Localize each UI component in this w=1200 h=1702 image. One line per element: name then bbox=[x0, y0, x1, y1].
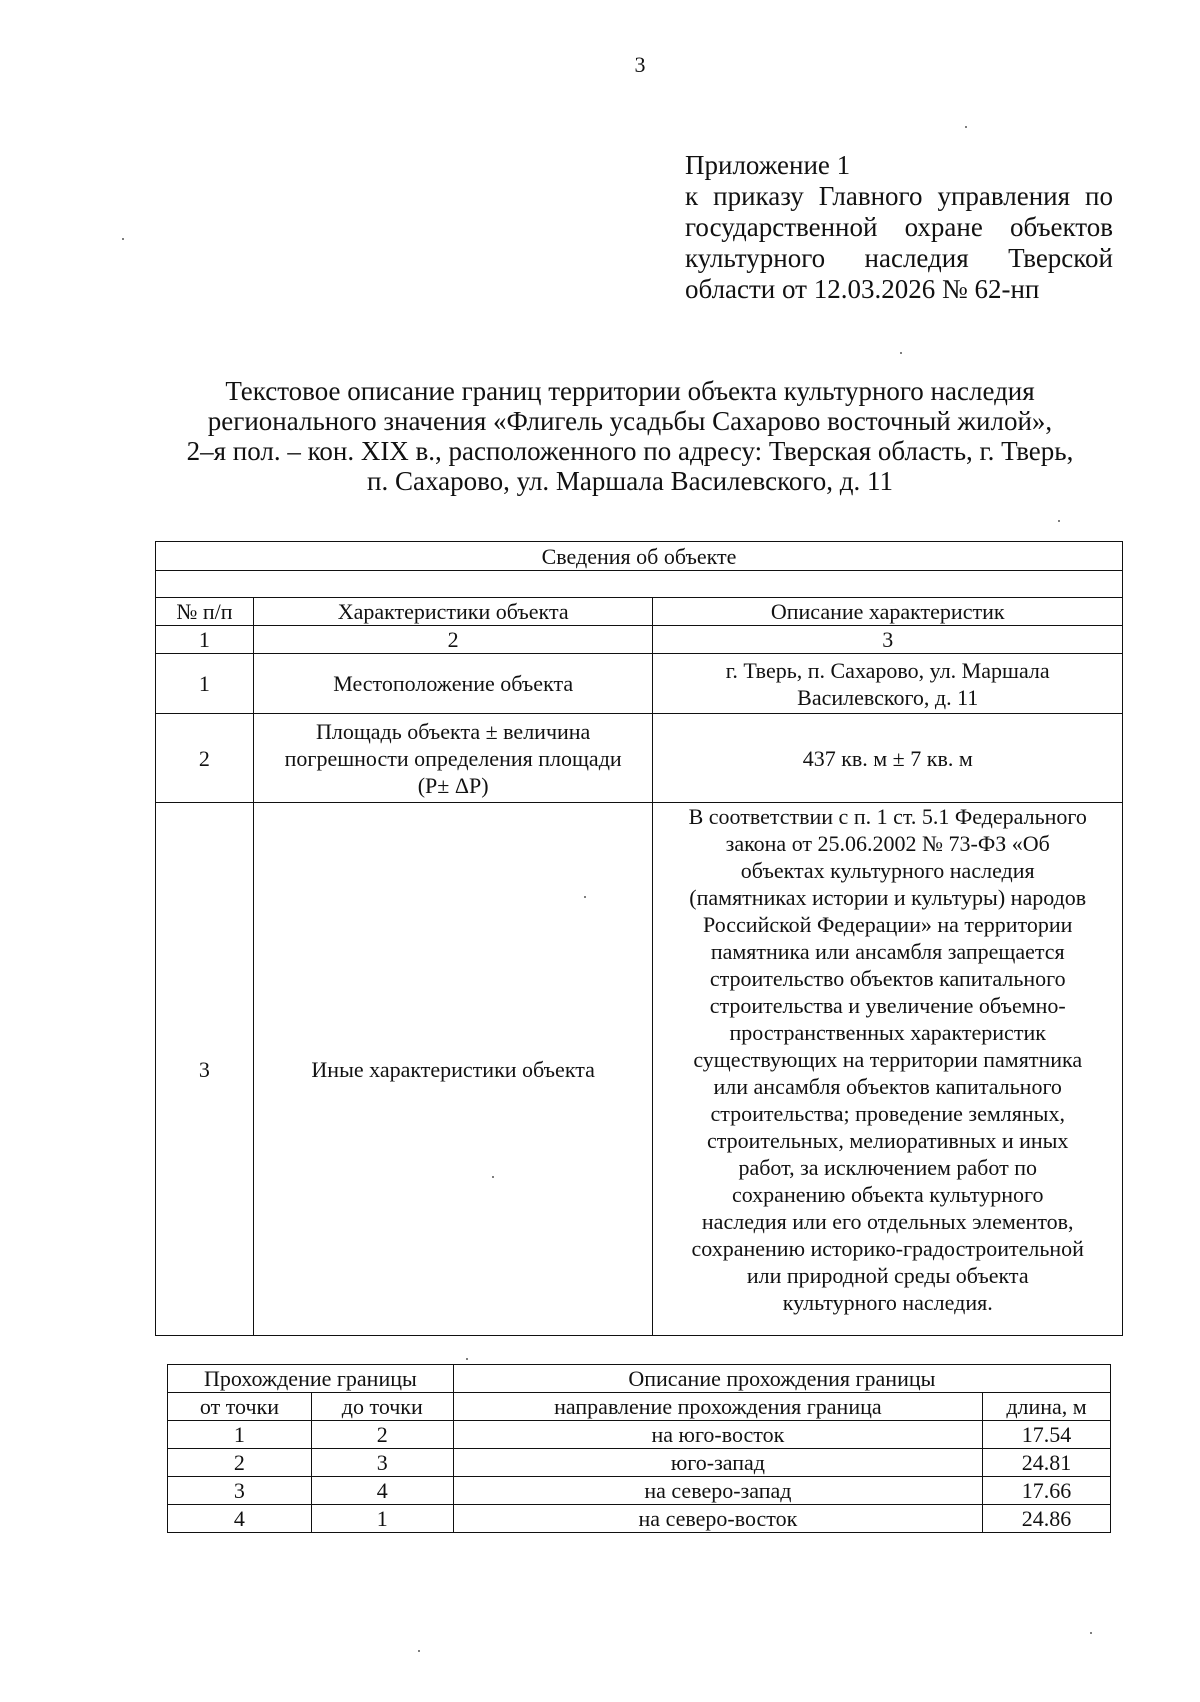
to-point: 4 bbox=[311, 1477, 453, 1505]
table-row bbox=[168, 1505, 1111, 1533]
characteristic-cell bbox=[253, 714, 653, 803]
from-point: 1 bbox=[168, 1421, 312, 1449]
cell-line: объектах культурного наследия bbox=[740, 858, 1035, 883]
header-description: Описание характеристик bbox=[653, 598, 1123, 626]
appendix-line: государственной охране объектов bbox=[685, 212, 1113, 242]
scan-speck bbox=[466, 1358, 468, 1360]
row-num: 3 bbox=[156, 803, 254, 1336]
description-cell bbox=[653, 654, 1123, 714]
to-point: 2 bbox=[311, 1421, 453, 1449]
page-number: 3 bbox=[634, 52, 646, 77]
cell-line: строительства; проведение земляных, bbox=[710, 1101, 1065, 1126]
blank-row bbox=[156, 571, 1123, 598]
direction: на юго-восток bbox=[453, 1421, 982, 1449]
header-characteristic: Характеристики объекта bbox=[253, 598, 653, 626]
scan-speck bbox=[1058, 520, 1060, 522]
row-num: 2 bbox=[156, 714, 254, 803]
title-line: Текстовое описание границ территории объекта культурного наследия bbox=[225, 376, 1035, 406]
length: 17.54 bbox=[983, 1421, 1111, 1449]
characteristic-cell bbox=[253, 654, 653, 714]
cell-line: существующих на территории памятника bbox=[693, 1047, 1083, 1072]
header-num: № п/п bbox=[156, 598, 254, 626]
from-point: 4 bbox=[168, 1505, 312, 1533]
group-header-description: Описание прохождения границы bbox=[453, 1365, 1110, 1393]
scan-speck bbox=[1090, 1632, 1092, 1634]
characteristic-cell bbox=[253, 803, 653, 1336]
cell-line: погрешности определения площади bbox=[284, 745, 622, 771]
cell-line: Российской Федерации» на территории bbox=[703, 912, 1073, 937]
group-header-boundary: Прохождение границы bbox=[168, 1365, 454, 1393]
scan-speck bbox=[965, 126, 967, 128]
table-row bbox=[156, 654, 1123, 714]
table-row bbox=[156, 714, 1123, 803]
description-cell bbox=[653, 714, 1123, 803]
from-point: 3 bbox=[168, 1477, 312, 1505]
cell-line: строительства и увеличение объемно- bbox=[709, 993, 1066, 1018]
title-line: п. Сахарово, ул. Маршала Василевского, д. 11 bbox=[367, 466, 893, 496]
appendix-line: Приложение 1 bbox=[685, 150, 851, 180]
cell-line: или ансамбля объектов капитального bbox=[713, 1074, 1062, 1099]
row-num: 1 bbox=[156, 654, 254, 714]
cell-line: строительных, мелиоративных и иных bbox=[707, 1128, 1069, 1153]
length: 24.86 bbox=[983, 1505, 1111, 1533]
cell-line: В соответствии с п. 1 ст. 5.1 Федерального bbox=[688, 804, 1087, 829]
column-number: 3 bbox=[653, 626, 1123, 654]
table-row bbox=[168, 1477, 1111, 1505]
cell-line: Местоположение объекта bbox=[333, 671, 574, 696]
direction: юго-запад bbox=[453, 1449, 982, 1477]
document-title bbox=[150, 376, 1110, 496]
cell-line: Иные характеристики объекта bbox=[311, 1056, 595, 1082]
cell-line: памятника или ансамбля запрещается bbox=[710, 939, 1065, 964]
column-number: 2 bbox=[253, 626, 653, 654]
to-point: 3 bbox=[311, 1449, 453, 1477]
boundary-table bbox=[167, 1364, 1111, 1533]
section-title: Сведения об объекте bbox=[156, 542, 1123, 571]
table-row bbox=[168, 1421, 1111, 1449]
cell-line: г. Тверь, п. Сахарово, ул. Маршала bbox=[725, 657, 1050, 683]
scan-speck bbox=[900, 352, 902, 354]
cell-line: или природной среды объекта bbox=[746, 1263, 1029, 1288]
scan-speck bbox=[122, 238, 124, 240]
column-number: 1 bbox=[156, 626, 254, 654]
length: 24.81 bbox=[983, 1449, 1111, 1477]
header-from-point: от точки bbox=[168, 1393, 312, 1421]
table-row bbox=[168, 1449, 1111, 1477]
cell-line: пространственных характеристик bbox=[729, 1020, 1046, 1045]
description-cell bbox=[653, 803, 1123, 1336]
cell-line: 437 кв. м ± 7 кв. м bbox=[802, 745, 973, 771]
from-point: 2 bbox=[168, 1449, 312, 1477]
cell-line: сохранению историко-градостроительной bbox=[691, 1236, 1084, 1261]
scan-speck bbox=[418, 1650, 420, 1652]
to-point: 1 bbox=[311, 1505, 453, 1533]
cell-line: Василевского, д. 11 bbox=[797, 684, 979, 710]
cell-line: сохранению объекта культурного bbox=[731, 1182, 1044, 1207]
cell-line: (памятниках истории и культуры) народов bbox=[689, 885, 1087, 910]
cell-line: наследия или его отдельных элементов, bbox=[701, 1209, 1074, 1234]
cell-line: культурного наследия. bbox=[782, 1290, 993, 1315]
direction: на северо-запад bbox=[453, 1477, 982, 1505]
direction: на северо-восток bbox=[453, 1505, 982, 1533]
header-to-point: до точки bbox=[311, 1393, 453, 1421]
appendix-line: культурного наследия Тверской bbox=[685, 243, 1113, 273]
cell-line: Площадь объекта ± величина bbox=[315, 718, 591, 744]
table-row bbox=[156, 803, 1123, 1336]
cell-line: (Р± ΔР) bbox=[417, 772, 489, 798]
appendix-line: области от 12.03.2026 № 62-нп bbox=[685, 274, 1040, 304]
appendix-line: к приказу Главного управления по bbox=[685, 181, 1113, 211]
object-info-table bbox=[155, 541, 1123, 1336]
header-direction: направление прохождения граница bbox=[453, 1393, 982, 1421]
title-line: регионального значения «Флигель усадьбы Сахарово восточный жилой», bbox=[207, 406, 1053, 436]
appendix-block bbox=[685, 150, 1113, 305]
length: 17.66 bbox=[983, 1477, 1111, 1505]
scan-speck bbox=[584, 896, 586, 898]
header-length: длина, м bbox=[983, 1393, 1111, 1421]
title-line: 2–я пол. – кон. XIX в., расположенного по адресу: Тверская область, г. Тверь, bbox=[186, 436, 1074, 466]
cell-line: закона от 25.06.2002 № 73-ФЗ «Об bbox=[725, 831, 1050, 856]
scan-speck bbox=[492, 1176, 494, 1178]
cell-line: строительство объектов капитального bbox=[709, 966, 1066, 991]
cell-line: работ, за исключением работ по bbox=[738, 1155, 1037, 1180]
